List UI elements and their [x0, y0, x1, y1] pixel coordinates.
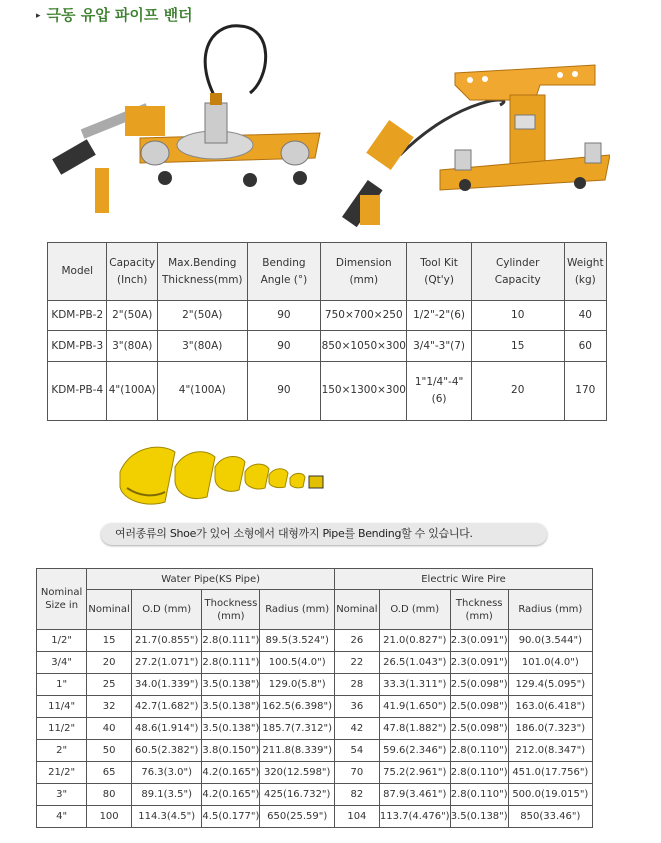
cell: 21/2" — [37, 762, 87, 784]
cell: 90 — [247, 361, 321, 420]
cell: 320(12.598") — [260, 762, 335, 784]
bullet-icon: ▸ — [36, 10, 41, 21]
cell: 75.2(2.961") — [379, 762, 450, 784]
spec-table — [47, 242, 607, 421]
cell: 26.5(1.043") — [379, 652, 450, 674]
cell: 104 — [335, 806, 380, 828]
cell: 3" — [37, 784, 87, 806]
cell: 114.3(4.5") — [132, 806, 202, 828]
cell: 2.8(0.110") — [450, 784, 508, 806]
cell: 70 — [335, 762, 380, 784]
cell: 101.0(4.0") — [508, 652, 592, 674]
cell: 163.0(6.418") — [508, 696, 592, 718]
cell: 90 — [247, 331, 321, 361]
cell: 500.0(19.015") — [508, 784, 592, 806]
cell: 185.7(7.312") — [260, 718, 335, 740]
cell: 11/2" — [37, 718, 87, 740]
electric-subheader: Radius (mm) — [508, 590, 592, 630]
cell: 42 — [335, 718, 380, 740]
cell: 2.3(0.091") — [450, 652, 508, 674]
cell: 32 — [87, 696, 132, 718]
cell: 15 — [87, 630, 132, 652]
cell: 211.8(8.339") — [260, 740, 335, 762]
cell: 48.6(1.914") — [132, 718, 202, 740]
nominal-size-header: Nominal Size in — [37, 569, 87, 630]
cell: 11/4" — [37, 696, 87, 718]
cell: 22 — [335, 652, 380, 674]
cell: 4"(100A) — [107, 361, 157, 420]
cell: 90.0(3.544") — [508, 630, 592, 652]
water-subheader: Nominal — [87, 590, 132, 630]
cell: 3/4" — [37, 652, 87, 674]
electric-pipe-header: Electric Wire Pire — [335, 569, 593, 590]
cell: 20 — [471, 361, 564, 420]
spec-header-tool-kit: Tool Kit (Qt'y) — [407, 243, 472, 301]
table-row — [37, 806, 593, 828]
cell: 186.0(7.323") — [508, 718, 592, 740]
spec-header-cylinder: Cylinder Capacity — [471, 243, 564, 301]
cell: 113.7(4.476") — [379, 806, 450, 828]
cell: 47.8(1.882") — [379, 718, 450, 740]
table-row — [48, 331, 607, 361]
cell: 28 — [335, 674, 380, 696]
cell: 4" — [37, 806, 87, 828]
cell: 150×1300×300 — [321, 361, 407, 420]
shoes-photo — [115, 442, 330, 512]
electric-subheader: O.D (mm) — [379, 590, 450, 630]
cell: 1"1/4"-4" (6) — [407, 361, 472, 420]
cell: 40 — [87, 718, 132, 740]
cell: 80 — [87, 784, 132, 806]
cell: 170 — [564, 361, 606, 420]
cell: 2.8(0.111") — [202, 652, 260, 674]
cell: 3"(80A) — [157, 331, 247, 361]
cell: 1/2"-2"(6) — [407, 301, 472, 331]
cell: 4"(100A) — [157, 361, 247, 420]
table-row — [48, 301, 607, 331]
spec-header-capacity: Capacity (Inch) — [107, 243, 157, 301]
cell: 42.7(1.682") — [132, 696, 202, 718]
table-row — [37, 762, 593, 784]
cell: 1/2" — [37, 630, 87, 652]
cell: 21.7(0.855") — [132, 630, 202, 652]
cell: 2.8(0.110") — [450, 762, 508, 784]
cell: 129.4(5.095") — [508, 674, 592, 696]
cell: 2"(50A) — [107, 301, 157, 331]
cell: 40 — [564, 301, 606, 331]
cell: 89.1(3.5") — [132, 784, 202, 806]
cell: 60.5(2.382") — [132, 740, 202, 762]
product-photo-pipe-bender-1 — [40, 18, 330, 233]
spec-header-dimension: Dimension (mm) — [321, 243, 407, 301]
cell: 162.5(6.398") — [260, 696, 335, 718]
cell: 3.5(0.138") — [202, 674, 260, 696]
spec-header-bending-angle: Bending Angle (°) — [247, 243, 321, 301]
cell: 850(33.46") — [508, 806, 592, 828]
table-row — [37, 674, 593, 696]
cell: 4.2(0.165") — [202, 762, 260, 784]
table-row — [48, 361, 607, 420]
cell: 90 — [247, 301, 321, 331]
cell: 451.0(17.756") — [508, 762, 592, 784]
cell: KDM-PB-2 — [48, 301, 107, 331]
table-row — [37, 718, 593, 740]
cell: 15 — [471, 331, 564, 361]
table-row — [37, 784, 593, 806]
cell: 33.3(1.311") — [379, 674, 450, 696]
cell: 2.3(0.091") — [450, 630, 508, 652]
cell: 2" — [37, 740, 87, 762]
cell: 129.0(5.8") — [260, 674, 335, 696]
cell: 26 — [335, 630, 380, 652]
cell: 59.6(2.346") — [379, 740, 450, 762]
cell: 3"(80A) — [107, 331, 157, 361]
spec-header-weight: Weight (kg) — [564, 243, 606, 301]
cell: 3.5(0.138") — [202, 718, 260, 740]
cell: 3.5(0.138") — [202, 696, 260, 718]
cell: 65 — [87, 762, 132, 784]
cell: 89.5(3.524") — [260, 630, 335, 652]
cell: 4.5(0.177") — [202, 806, 260, 828]
cell: 21.0(0.827") — [379, 630, 450, 652]
table-row — [37, 696, 593, 718]
table-row — [37, 630, 593, 652]
cell: 82 — [335, 784, 380, 806]
pipe-size-table — [36, 568, 593, 828]
cell: 425(16.732") — [260, 784, 335, 806]
cell: 212.0(8.347") — [508, 740, 592, 762]
cell: 87.9(3.461") — [379, 784, 450, 806]
shoe-caption: 여러종류의 Shoe가 있어 소형에서 대형까지 Pipe를 Bending할 수 있습니다. — [101, 523, 547, 545]
cell: 750×700×250 — [321, 301, 407, 331]
cell: 2.8(0.111") — [202, 630, 260, 652]
water-subheader: Thockness (mm) — [202, 590, 260, 630]
cell: 20 — [87, 652, 132, 674]
spec-header-max-bending: Max.Bending Thickness(mm) — [157, 243, 247, 301]
cell: 34.0(1.339") — [132, 674, 202, 696]
cell: KDM-PB-4 — [48, 361, 107, 420]
cell: 2"(50A) — [157, 301, 247, 331]
cell: 2.5(0.098") — [450, 674, 508, 696]
electric-subheader: Nominal — [335, 590, 380, 630]
cell: 3.5(0.138") — [450, 806, 508, 828]
water-pipe-header: Water Pipe(KS Pipe) — [87, 569, 335, 590]
water-subheader: O.D (mm) — [132, 590, 202, 630]
cell: 4.2(0.165") — [202, 784, 260, 806]
product-photo-pipe-bender-2 — [340, 55, 610, 235]
cell: 2.5(0.098") — [450, 696, 508, 718]
cell: 10 — [471, 301, 564, 331]
cell: 60 — [564, 331, 606, 361]
page-title: ▸ 극동 유압 파이프 밴더 — [36, 6, 193, 24]
electric-subheader: Thckness (mm) — [450, 590, 508, 630]
cell: 25 — [87, 674, 132, 696]
spec-header-model: Model — [48, 243, 107, 301]
cell: 3/4"-3"(7) — [407, 331, 472, 361]
cell: 50 — [87, 740, 132, 762]
cell: 41.9(1.650") — [379, 696, 450, 718]
cell: 2.5(0.098") — [450, 718, 508, 740]
cell: 3.8(0.150") — [202, 740, 260, 762]
cell: 27.2(1.071") — [132, 652, 202, 674]
cell: 650(25.59") — [260, 806, 335, 828]
cell: 850×1050×300 — [321, 331, 407, 361]
cell: 76.3(3.0") — [132, 762, 202, 784]
table-row — [37, 652, 593, 674]
cell: 1" — [37, 674, 87, 696]
table-row — [37, 740, 593, 762]
cell: 100 — [87, 806, 132, 828]
cell: 2.8(0.110") — [450, 740, 508, 762]
water-subheader: Radius (mm) — [260, 590, 335, 630]
cell: 36 — [335, 696, 380, 718]
cell: 54 — [335, 740, 380, 762]
cell: 100.5(4.0") — [260, 652, 335, 674]
cell: KDM-PB-3 — [48, 331, 107, 361]
